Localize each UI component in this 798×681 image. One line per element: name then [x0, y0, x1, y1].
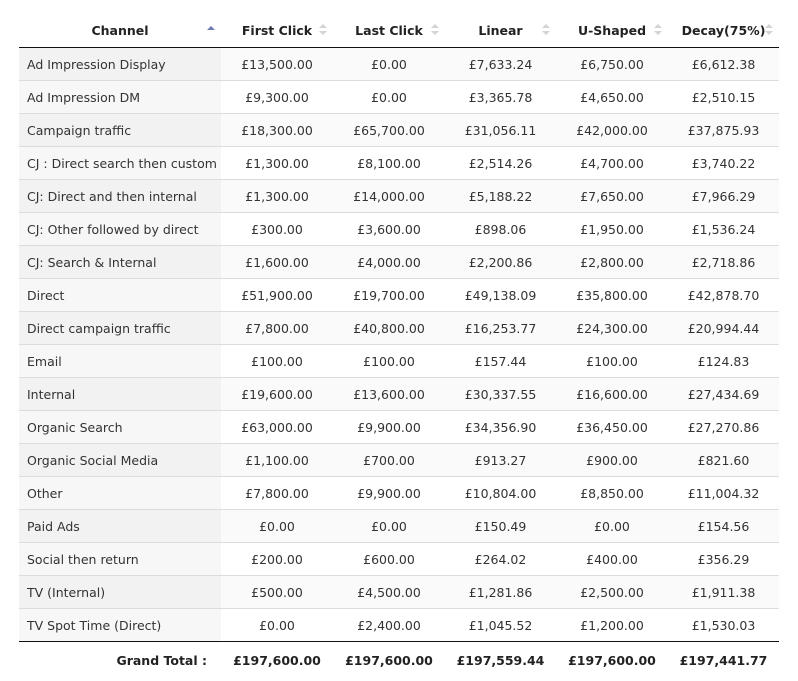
table-row — [19, 543, 779, 576]
column-header-first-click[interactable] — [221, 14, 333, 48]
value-cell: £157.44 — [445, 345, 556, 378]
value-cell: £264.02 — [445, 543, 556, 576]
sort-ascending-icon[interactable] — [207, 26, 215, 38]
value-cell: £500.00 — [221, 576, 333, 609]
value-cell: £51,900.00 — [221, 279, 333, 312]
value-cell: £1,300.00 — [221, 147, 333, 180]
value-cell: £1,600.00 — [221, 246, 333, 279]
value-cell: £4,700.00 — [556, 147, 668, 180]
value-cell: £9,300.00 — [221, 81, 333, 114]
value-cell: £42,878.70 — [668, 279, 779, 312]
channel-cell: TV Spot Time (Direct) — [19, 609, 221, 642]
column-header-label: Channel — [91, 23, 149, 38]
channel-cell: Social then return — [19, 543, 221, 576]
value-cell: £13,500.00 — [221, 48, 333, 81]
value-cell: £19,700.00 — [333, 279, 445, 312]
value-cell: £13,600.00 — [333, 378, 445, 411]
channel-cell: Paid Ads — [19, 510, 221, 543]
value-cell: £1,200.00 — [556, 609, 668, 642]
value-cell: £10,804.00 — [445, 477, 556, 510]
value-cell: £9,900.00 — [333, 411, 445, 444]
grand-total-value: £197,441.77 — [679, 653, 768, 668]
value-cell: £11,004.32 — [668, 477, 779, 510]
channel-cell: Direct — [19, 279, 221, 312]
value-cell: £600.00 — [333, 543, 445, 576]
value-cell: £2,200.86 — [445, 246, 556, 279]
table-row — [19, 81, 779, 114]
table-row — [19, 48, 779, 81]
value-cell: £2,400.00 — [333, 609, 445, 642]
value-cell: £4,000.00 — [333, 246, 445, 279]
value-cell: £1,530.03 — [668, 609, 779, 642]
table-row — [19, 114, 779, 147]
sort-icon[interactable] — [654, 24, 662, 36]
value-cell: £300.00 — [221, 213, 333, 246]
value-cell: £0.00 — [333, 81, 445, 114]
value-cell: £124.83 — [668, 345, 779, 378]
sort-icon[interactable] — [431, 24, 439, 36]
value-cell: £14,000.00 — [333, 180, 445, 213]
channel-cell: Other — [19, 477, 221, 510]
table-row — [19, 246, 779, 279]
column-header-u-shaped[interactable] — [556, 14, 668, 48]
value-cell: £1,281.86 — [445, 576, 556, 609]
channel-cell: CJ: Other followed by direct — [19, 213, 221, 246]
value-cell: £30,337.55 — [445, 378, 556, 411]
value-cell: £1,045.52 — [445, 609, 556, 642]
table-row — [19, 345, 779, 378]
table-body — [19, 48, 779, 642]
grand-total-value: £197,600.00 — [568, 653, 656, 668]
value-cell: £2,514.26 — [445, 147, 556, 180]
value-cell: £700.00 — [333, 444, 445, 477]
value-cell: £36,450.00 — [556, 411, 668, 444]
value-cell: £1,300.00 — [221, 180, 333, 213]
value-cell: £2,800.00 — [556, 246, 668, 279]
value-cell: £0.00 — [221, 510, 333, 543]
value-cell: £7,966.29 — [668, 180, 779, 213]
value-cell: £6,612.38 — [668, 48, 779, 81]
table-row — [19, 444, 779, 477]
value-cell: £100.00 — [221, 345, 333, 378]
table-row — [19, 411, 779, 444]
value-cell: £1,911.38 — [668, 576, 779, 609]
column-header-label: U-Shaped — [577, 23, 647, 38]
value-cell: £31,056.11 — [445, 114, 556, 147]
table-row — [19, 609, 779, 642]
attribution-table — [19, 14, 779, 679]
value-cell: £5,188.22 — [445, 180, 556, 213]
value-cell: £900.00 — [556, 444, 668, 477]
value-cell: £9,900.00 — [333, 477, 445, 510]
value-cell: £37,875.93 — [668, 114, 779, 147]
value-cell: £27,270.86 — [668, 411, 779, 444]
value-cell: £0.00 — [333, 48, 445, 81]
table-row — [19, 312, 779, 345]
value-cell: £18,300.00 — [221, 114, 333, 147]
table-row — [19, 576, 779, 609]
grand-total-value: £197,559.44 — [456, 653, 545, 668]
value-cell: £19,600.00 — [221, 378, 333, 411]
sort-icon[interactable] — [319, 24, 327, 36]
header-row — [19, 14, 779, 48]
value-cell: £16,600.00 — [556, 378, 668, 411]
value-cell: £8,850.00 — [556, 477, 668, 510]
sort-icon[interactable] — [765, 24, 773, 36]
grand-total-value: £197,600.00 — [233, 653, 321, 668]
channel-cell: CJ: Search & Internal — [19, 246, 221, 279]
value-cell: £3,740.22 — [668, 147, 779, 180]
value-cell: £42,000.00 — [556, 114, 668, 147]
table-row — [19, 378, 779, 411]
table-row — [19, 477, 779, 510]
value-cell: £0.00 — [333, 510, 445, 543]
value-cell: £2,718.86 — [668, 246, 779, 279]
value-cell: £27,434.69 — [668, 378, 779, 411]
grand-total-row — [19, 642, 779, 680]
value-cell: £4,650.00 — [556, 81, 668, 114]
grand-total-label: Grand Total : — [116, 653, 207, 668]
column-header-decay-75[interactable] — [668, 14, 779, 48]
value-cell: £400.00 — [556, 543, 668, 576]
value-cell: £8,100.00 — [333, 147, 445, 180]
value-cell: £7,650.00 — [556, 180, 668, 213]
value-cell: £1,950.00 — [556, 213, 668, 246]
value-cell: £2,500.00 — [556, 576, 668, 609]
table-row — [19, 279, 779, 312]
column-header-linear[interactable] — [445, 14, 556, 48]
column-header-label: Last Click — [355, 23, 423, 38]
value-cell: £1,536.24 — [668, 213, 779, 246]
value-cell: £65,700.00 — [333, 114, 445, 147]
column-header-channel[interactable] — [19, 14, 221, 48]
channel-cell: Organic Search — [19, 411, 221, 444]
column-header-label: First Click — [241, 23, 313, 38]
value-cell: £913.27 — [445, 444, 556, 477]
value-cell: £200.00 — [221, 543, 333, 576]
value-cell: £154.56 — [668, 510, 779, 543]
value-cell: £100.00 — [556, 345, 668, 378]
value-cell: £63,000.00 — [221, 411, 333, 444]
channel-cell: Internal — [19, 378, 221, 411]
grand-total-value: £197,600.00 — [345, 653, 433, 668]
channel-cell: Direct campaign traffic — [19, 312, 221, 345]
sort-icon[interactable] — [542, 24, 550, 36]
table-row — [19, 510, 779, 543]
value-cell: £6,750.00 — [556, 48, 668, 81]
value-cell: £3,365.78 — [445, 81, 556, 114]
channel-cell: CJ: Direct and then internal — [19, 180, 221, 213]
value-cell: £0.00 — [556, 510, 668, 543]
value-cell: £150.49 — [445, 510, 556, 543]
column-header-label: Decay(75%) — [681, 23, 766, 38]
channel-cell: Email — [19, 345, 221, 378]
channel-cell: Ad Impression DM — [19, 81, 221, 114]
value-cell: £7,633.24 — [445, 48, 556, 81]
value-cell: £3,600.00 — [333, 213, 445, 246]
column-header-last-click[interactable] — [333, 14, 445, 48]
value-cell: £34,356.90 — [445, 411, 556, 444]
value-cell: £24,300.00 — [556, 312, 668, 345]
value-cell: £40,800.00 — [333, 312, 445, 345]
value-cell: £7,800.00 — [221, 312, 333, 345]
value-cell: £35,800.00 — [556, 279, 668, 312]
table-row — [19, 147, 779, 180]
column-header-label: Linear — [478, 23, 523, 38]
value-cell: £1,100.00 — [221, 444, 333, 477]
value-cell: £2,510.15 — [668, 81, 779, 114]
channel-cell: TV (Internal) — [19, 576, 221, 609]
channel-cell: Organic Social Media — [19, 444, 221, 477]
value-cell: £20,994.44 — [668, 312, 779, 345]
value-cell: £821.60 — [668, 444, 779, 477]
table-row — [19, 180, 779, 213]
value-cell: £898.06 — [445, 213, 556, 246]
channel-cell: Campaign traffic — [19, 114, 221, 147]
value-cell: £4,500.00 — [333, 576, 445, 609]
value-cell: £356.29 — [668, 543, 779, 576]
value-cell: £0.00 — [221, 609, 333, 642]
channel-cell: CJ : Direct search then custom — [19, 147, 221, 180]
value-cell: £49,138.09 — [445, 279, 556, 312]
table-row — [19, 213, 779, 246]
value-cell: £16,253.77 — [445, 312, 556, 345]
channel-cell: Ad Impression Display — [19, 48, 221, 81]
value-cell: £7,800.00 — [221, 477, 333, 510]
value-cell: £100.00 — [333, 345, 445, 378]
